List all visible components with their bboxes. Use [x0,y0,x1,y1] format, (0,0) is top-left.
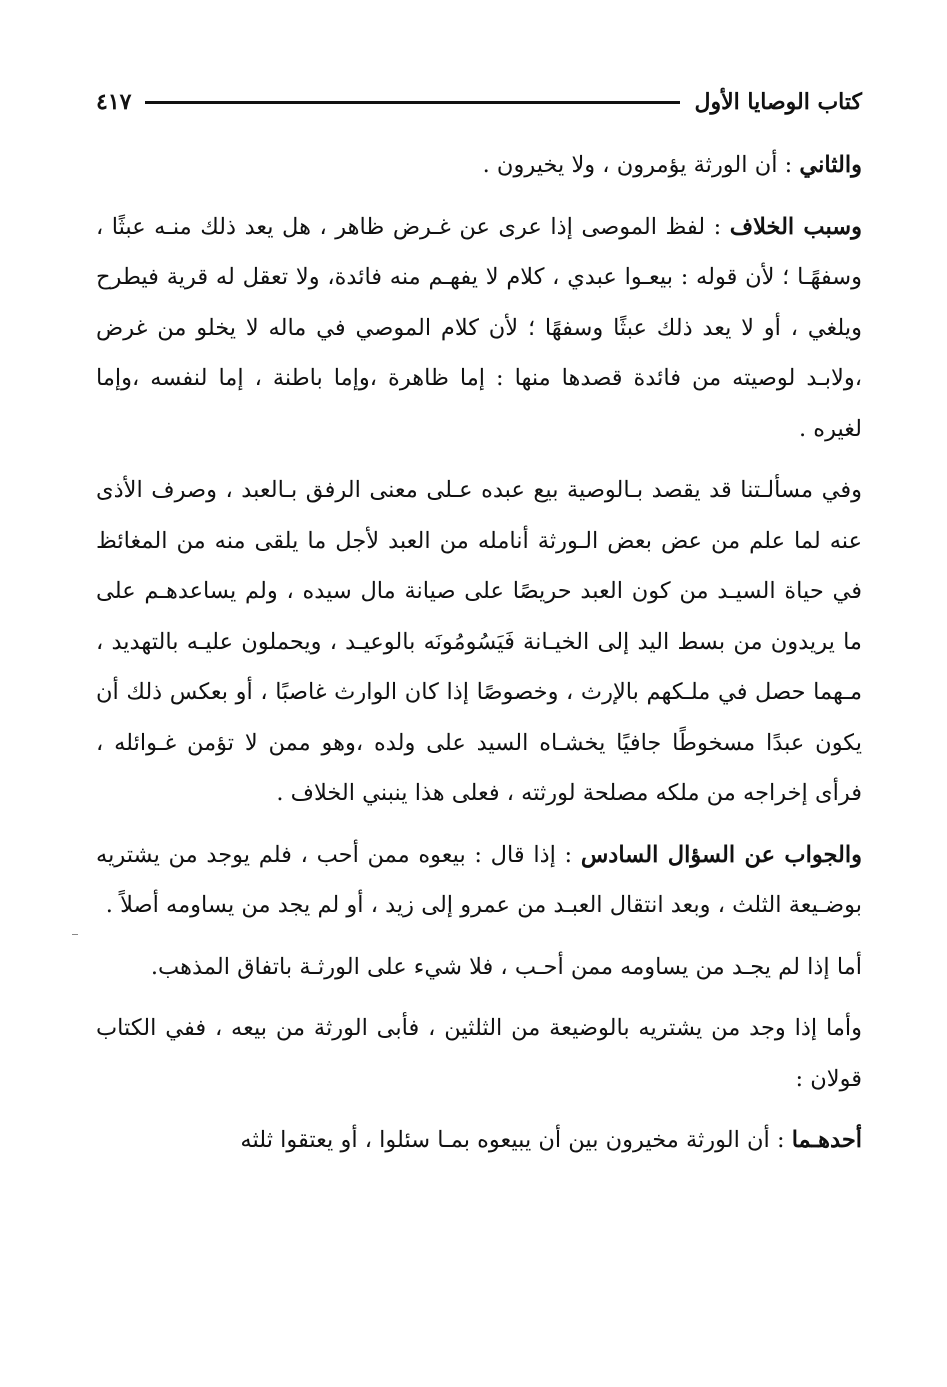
paragraph-text: وأما إذا وجد من يشتريه بالوضيعة من الثلثين ، فأبى الورثة من بيعه ، ففي الكتاب قولان : [96,1015,862,1092]
paragraph [96,1115,862,1166]
header-rule [145,101,680,104]
paragraph-text: : أن الورثة مخيرون بين أن يبيعوه بمـا سئلوا ، أو يعتقوا ثلثه [240,1127,792,1153]
paragraph [96,942,862,993]
paragraph [96,140,862,191]
paragraph-text: : أن الورثة يؤمرون ، ولا يخيرون . [482,152,800,178]
margin-speck [72,934,78,935]
paragraph-text: : لفظ الموصى إذا عرى عن غـرض ظاهر ، هل يعد ذلك منـه عبثًا ، وسفهًـا ؛ لأن قوله : بيعـوا عبدي ، كلام لا يفهـم منه فائدة، ولا تعقل له قرية فيطرح ويلغي ، أو لا يعد ذلك عبثًا وسفهًا ؛ لأن كلام الموصي في ماله لا يخلو من غرض ،ولابـد لوصيته من فائدة قصدها منها : إما ظاهرة ،وإما باطنة ، إما لنفسه ،وإما لغيره . [96,213,862,442]
paragraph [96,1003,862,1104]
paragraph [96,830,862,931]
page-number: ٤١٧ [96,89,132,115]
paragraph [96,465,862,819]
paragraph [96,202,862,455]
paragraph-text: وفي مسألـتنا قد يقصد بـالوصية بيع عبده عـلى معنى الرفق بـالعبد ، وصرف الأذى عنه لما علم من عض بعض الـورثة أنامله من العبد لأجل ما يلقى منه من المغائظ في حياة السيـد من كون العبد حريصًا على صيانة مال سيده ، ولم يساعدهـم على ما يريدون من بسط اليد إلى الخيـانة فَيَسُومُونَه بالوعيـد ، ويحملون عليـه بالتهديد ، مـهما حصل في ملـكهم بالإرث ، وخصوصًا إذا كان الوارث غاصبًا ، أو بعكس ذلك أن يكون عبدًا مسخوطًا جافيًا يخشـاه السيد على ولده ،وهو ممن لا تؤمن غـوائله ، فرأى إخراجه من ملكه مصلحة لورثته ، فعلى هذا ينبني الخلاف . [96,477,862,806]
paragraph-lead: والجواب عن السؤال السادس [580,841,862,868]
paragraph-lead: والثاني [799,152,862,178]
body-text [96,140,862,1166]
paragraph-text: أما إذا لم يجـد من يساومه ممن أحـب ، فلا شيء على الورثـة باتفاق المذهب. [150,953,862,980]
paragraph-lead: أحدهـما [791,1127,862,1153]
running-header [96,82,862,122]
header-title: كتاب الوصايا الأول [694,89,862,115]
paragraph-lead: وسبب الخلاف [729,213,862,240]
paragraph-text: : إذا قال : بيعوه ممن أحب ، فلم يوجد من يشتريه بوضـيعة الثلث ، وبعد انتقال العبـد من عمرو إلى زيد ، أو لم يجد من يساومه أصلاً . [96,841,862,918]
